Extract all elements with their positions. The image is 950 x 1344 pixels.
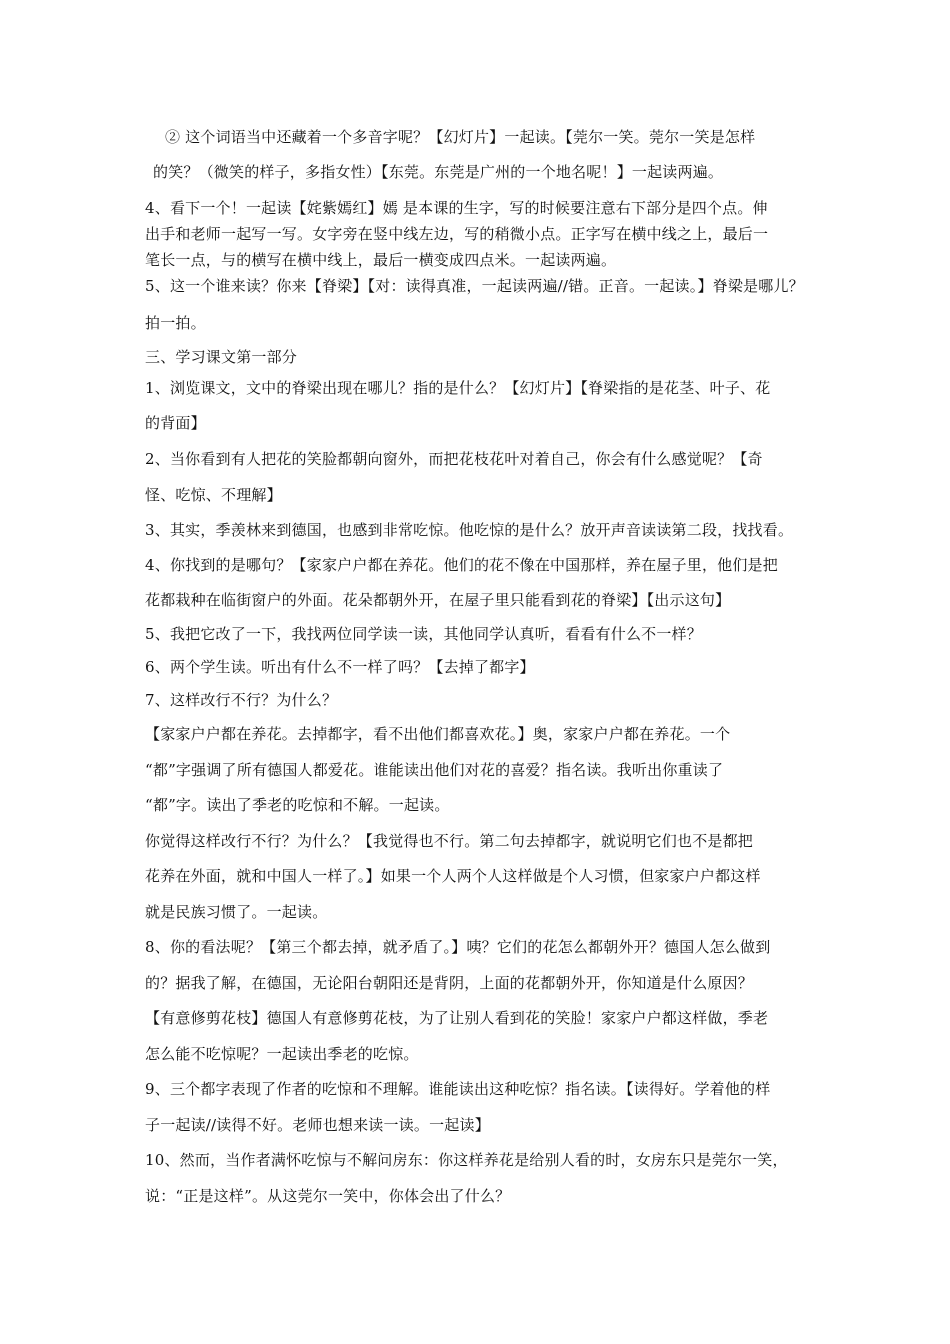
text-line: 的笑？（微笑的样子，多指女性）【东莞。东莞是广州的一个地名呢！】一起读两遍。 [153, 163, 724, 181]
text-line: “都”字强调了所有德国人都爱花。谁能读出他们对花的喜爱？指名读。我听出你重读了 [145, 761, 724, 779]
text-line: 出手和老师一起写一写。女字旁在竖中线左边，写的稍微小点。正字写在横中线之上，最后一 [145, 225, 769, 243]
text-line: 怎么能不吃惊呢？一起读出季老的吃惊。 [145, 1045, 419, 1063]
text-line: 7、这样改行不行？为什么？ [145, 691, 338, 709]
text-line: 花养在外面，就和中国人一样了。】如果一个人两个人这样做是个人习惯，但家家户户都这样 [145, 867, 761, 885]
text-line: 4、你找到的是哪句？【家家户户都在养花。他们的花不像在中国那样，养在屋子里，他们是把 [145, 556, 778, 574]
text-line: 6、两个学生读。听出有什么不一样了吗？【去掉了都字】 [145, 658, 535, 676]
text-line: 说：“正是这样”。从这莞尔一笑中，你体会出了什么？ [145, 1187, 511, 1205]
text-line: 子一起读//读得不好。老师也想来读一读。一起读】 [145, 1116, 490, 1134]
text-line: 5、这一个谁来读？你来【脊梁】【对：读得真准，一起读两遍//错。正音。一起读。】脊梁是哪儿？ [145, 277, 804, 295]
text-line: 5、我把它改了一下，我找两位同学读一读，其他同学认真听，看看有什么不一样？ [145, 625, 702, 643]
text-line: 【家家户户都在养花。去掉都字，看不出他们都喜欢花。】奥，家家户户都在养花。一个 [145, 725, 731, 743]
section-heading: 三、学习课文第一部分 [145, 348, 298, 366]
text-line: 就是民族习惯了。一起读。 [145, 903, 328, 921]
text-line: ② 这个词语当中还藏着一个多音字呢？【幻灯片】一起读。【莞尔一笑。莞尔一笑是怎样 [165, 128, 756, 146]
text-line: 怪、吃惊、不理解】 [145, 486, 282, 504]
text-line: 4、看下一个！一起读【姹紫嫣红】嫣 是本课的生字，写的时候要注意右下部分是四个点。伸 [145, 199, 768, 217]
text-line: 笔长一点，与的横写在横中线上，最后一横变成四点米。一起读两遍。 [145, 251, 617, 269]
text-line: 拍一拍。 [145, 314, 206, 332]
text-line: 2、当你看到有人把花的笑脸都朝向窗外，而把花枝花叶对着自己，你会有什么感觉呢？【奇 [145, 450, 763, 468]
text-line: 8、你的看法呢？【第三个都去掉，就矛盾了。】咦？它们的花怎么都朝外开？德国人怎么做到 [145, 938, 771, 956]
text-line: 3、其实，季羡林来到德国，也感到非常吃惊。他吃惊的是什么？放开声音读读第二段，找找看。 [145, 521, 794, 539]
text-line: 的？据我了解，在德国，无论阳台朝阳还是背阴，上面的花都朝外开，你知道是什么原因？ [145, 974, 754, 992]
text-line: “都”字。读出了季老的吃惊和不解。一起读。 [145, 796, 450, 814]
text-line: 你觉得这样改行不行？为什么？【我觉得也不行。第二句去掉都字，就说明它们也不是都把 [145, 832, 754, 850]
text-line: 9、三个都字表现了作者的吃惊和不理解。谁能读出这种吃惊？指名读。【读得好。学着他的样 [145, 1080, 771, 1098]
text-line: 【有意修剪花枝】德国人有意修剪花枝，为了让别人看到花的笑脸！家家户户都这样做，季老 [145, 1009, 769, 1027]
text-line: 1、浏览课文，文中的脊梁出现在哪儿？指的是什么？【幻灯片】【脊梁指的是花茎、叶子、花 [145, 379, 771, 397]
text-line: 花都栽种在临街窗户的外面。花朵都朝外开，在屋子里只能看到花的脊梁】【出示这句】 [145, 591, 731, 609]
text-line: 的背面】 [145, 414, 206, 432]
text-line: 10、然而，当作者满怀吃惊与不解问房东：你这样养花是给别人看的时，女房东只是莞尔一笑， [145, 1151, 788, 1169]
